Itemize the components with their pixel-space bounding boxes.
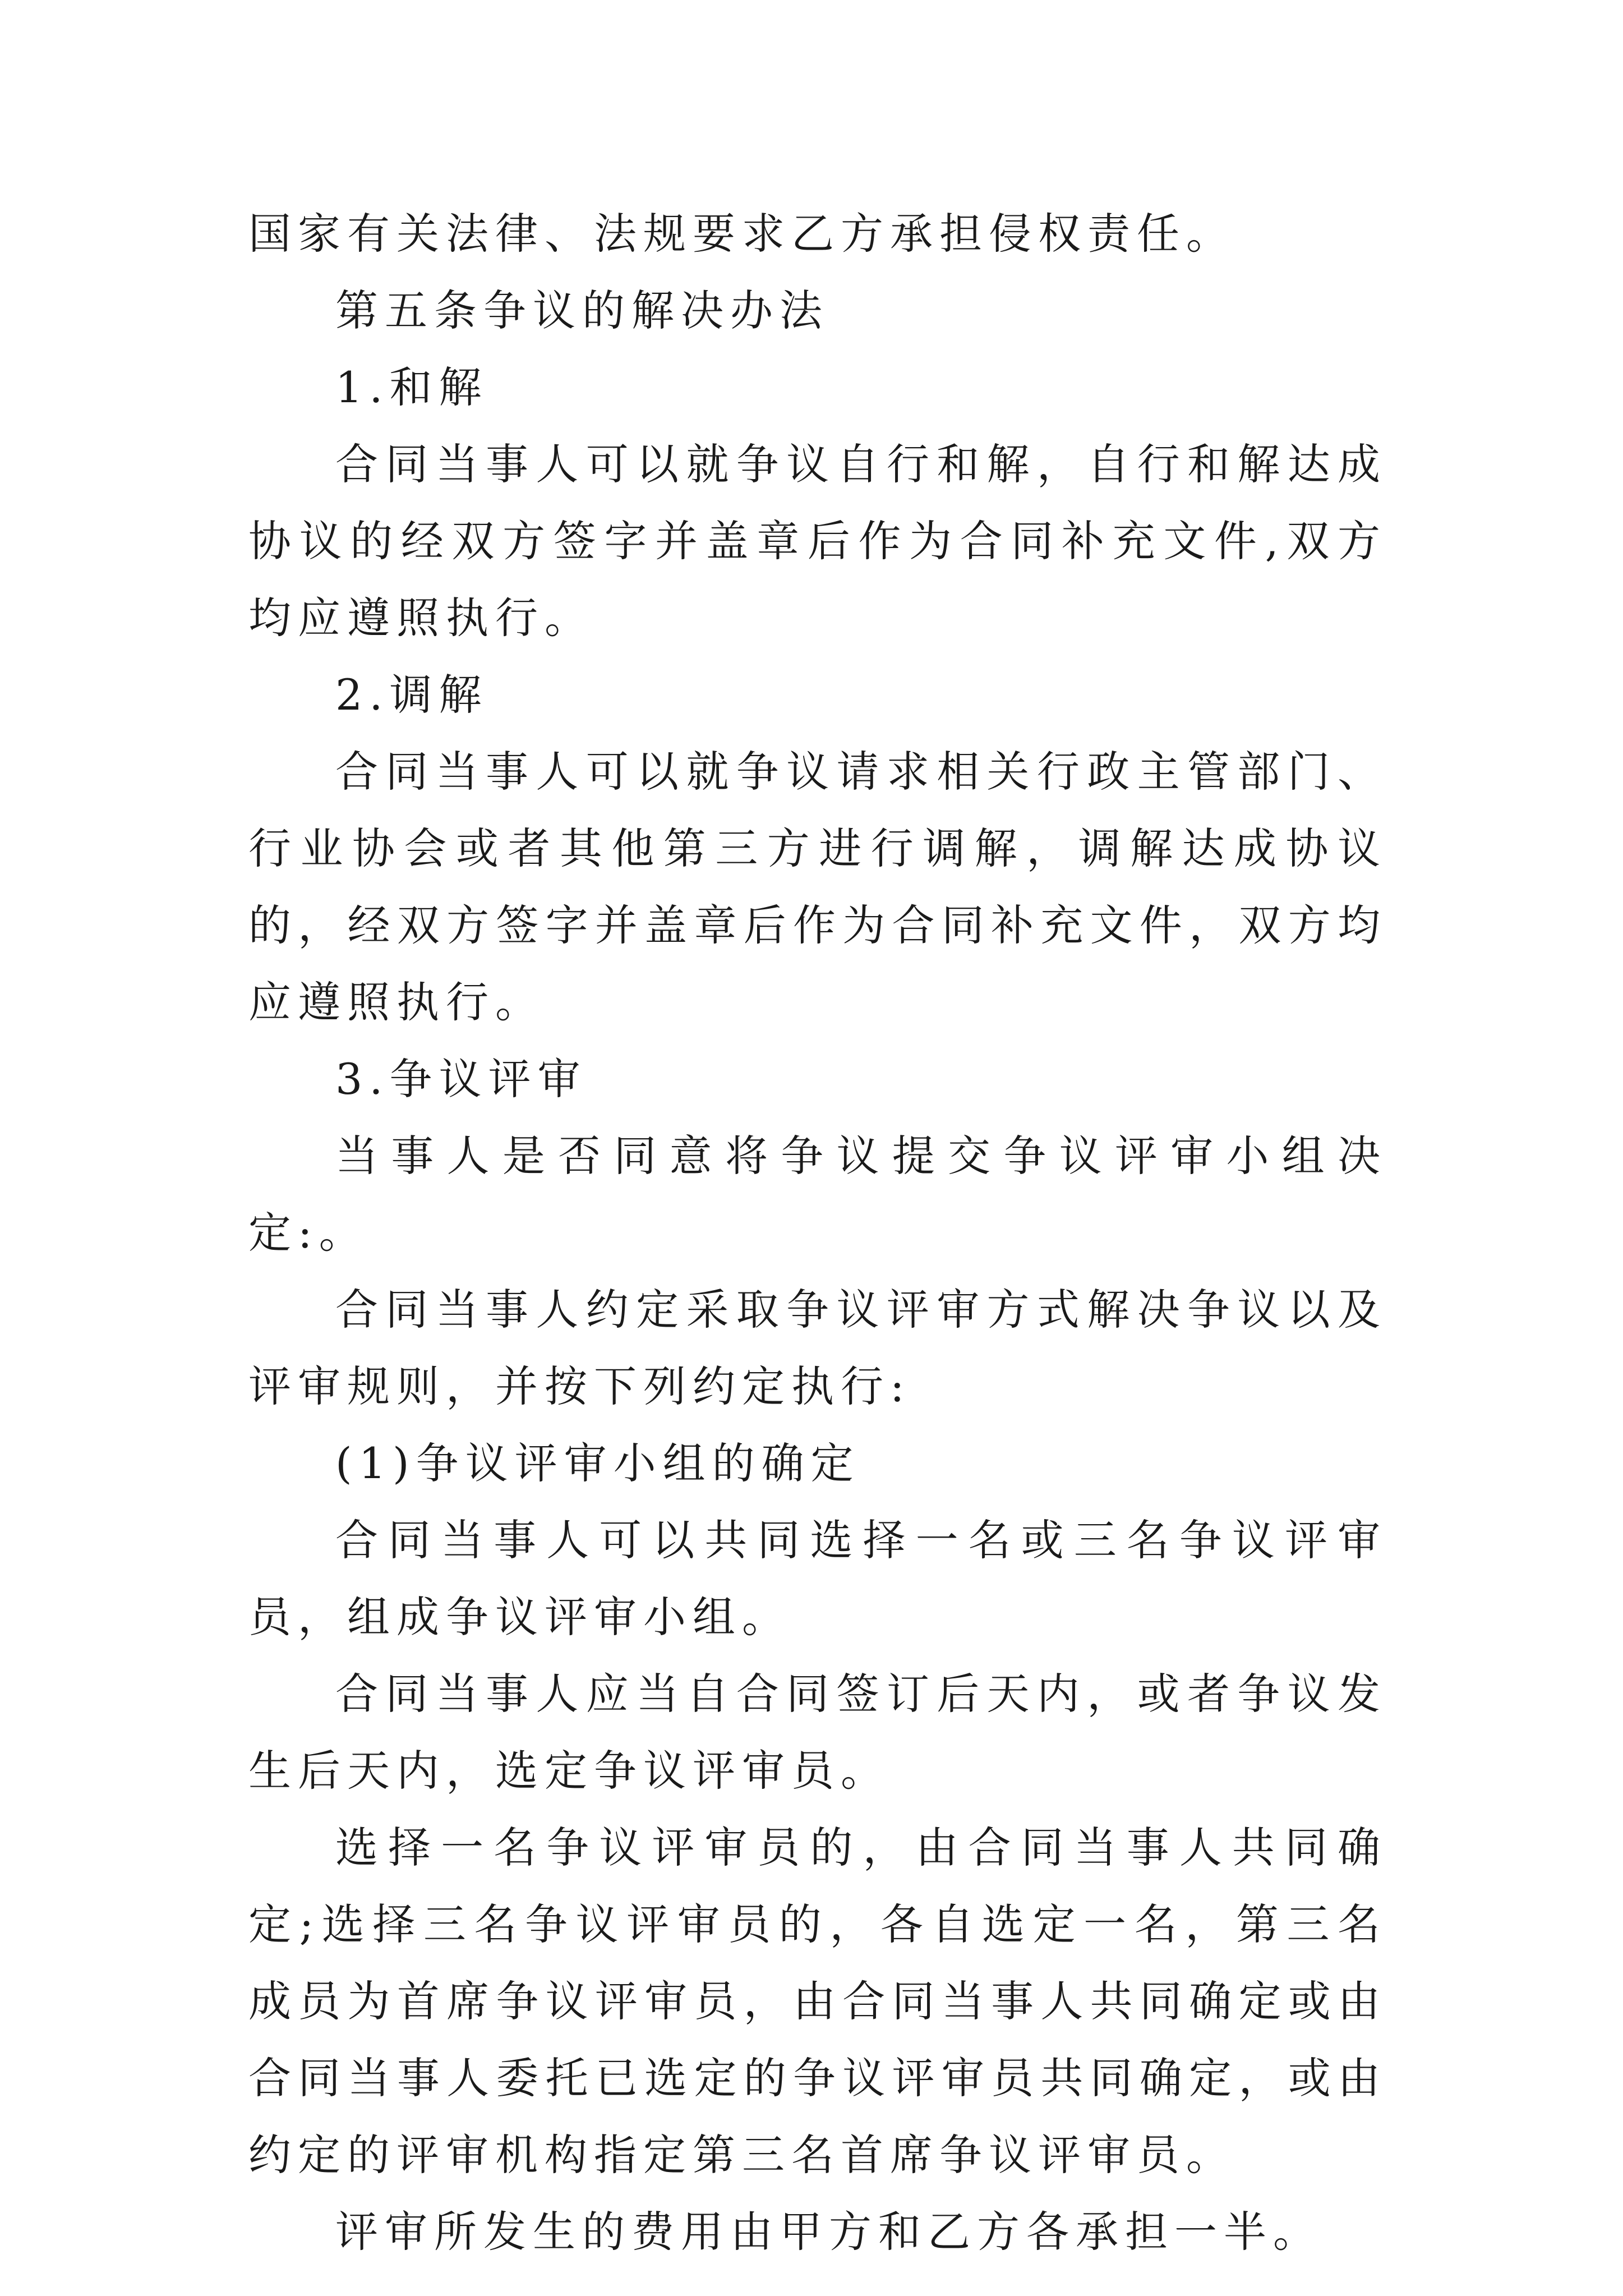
paragraph: 合同当事人可以共同选择一名或三名争议评审员，组成争议评审小组。	[248, 1515, 1387, 1642]
paragraph: 合同当事人应当自合同签订后天内，或者争议发生后天内，选定争议评审员。	[248, 1669, 1387, 1796]
subsection-heading: 3.争议评审	[335, 1054, 587, 1104]
paragraph: 合同当事人约定采取争议评审方式解决争议以及评审规则，并按下列约定执行:	[248, 1285, 1387, 1411]
section-heading: 第五条争议的解决办法	[335, 286, 829, 335]
paragraph: 当事人是否同意将争议提交争议评审小组决定:。	[248, 1131, 1387, 1258]
subsection-heading: 2.调解	[335, 670, 488, 720]
paragraph: 合同当事人可以就争议请求相关行政主管部门、行业协会或者其他第三方进行调解，调解达成协议的，经双方签字并盖章后作为合同补充文件，双方均应遵照执行。	[248, 747, 1387, 1027]
paragraph: 选择一名争议评审员的，由合同当事人共同确定;选择三名争议评审员的，各自选定一名，第三名成员为首席争议评审员，由合同当事人共同确定或由合同当事人委托已选定的争议评审员共同确定，或由约定的评审机构指定第三名首席争议评审员。	[248, 1823, 1387, 2180]
paragraph: 国家有关法律、法规要求乙方承担侵权责任。	[248, 209, 1235, 259]
paragraph: 评审所发生的费用由甲方和乙方各承担一半。	[335, 2207, 1322, 2257]
paragraph: 合同当事人可以就争议自行和解，自行和解达成协议的经双方签字并盖章后作为合同补充文件,双方均应遵照执行。	[248, 439, 1387, 643]
document-body	[248, 195, 1387, 2270]
subsection-heading: 1.和解	[335, 362, 488, 412]
subsection-heading: (1)争议评审小组的确定	[335, 1438, 860, 1488]
